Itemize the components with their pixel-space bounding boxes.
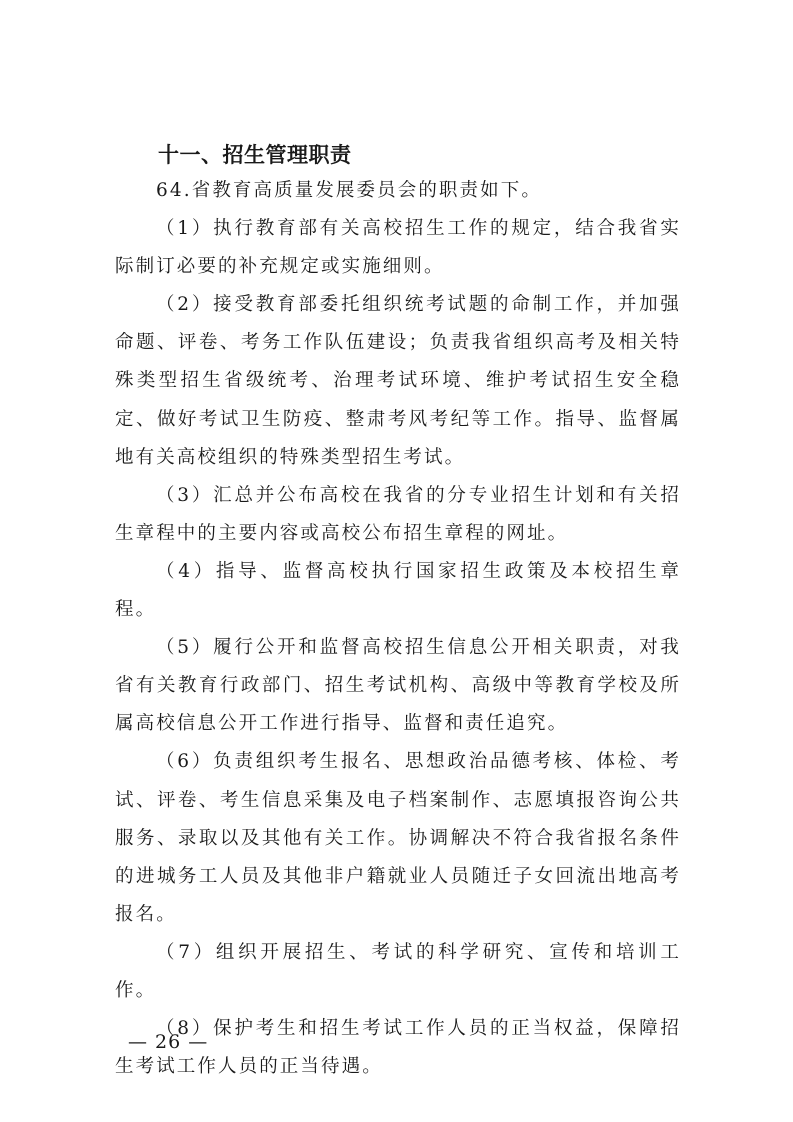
paragraph-item-6: （6）负责组织考生报名、思想政治品德考核、体检、考试、评卷、考生信息采集及电子档案制作、志愿填报咨询公共服务、录取以及其他有关工作。协调解决不符合我省报名条件的进城务工人员及其他非户籍就业人员随迁子女回流出地高考报名。 xyxy=(115,751,681,925)
paragraph-item-7: （7）组织开展招生、考试的科学研究、宣传和培训工作。 xyxy=(115,941,681,1001)
paragraph-item-5: （5）履行公开和监督高校招生信息公开相关职责，对我省有关教育行政部门、招生考试机构、高级中等教育学校及所属高校信息公开工作进行指导、监督和责任追究。 xyxy=(115,637,681,735)
page-number: — 26 — xyxy=(128,1031,209,1053)
body-text xyxy=(115,172,681,1086)
paragraph-item-1: （1）执行教育部有关高校招生工作的规定，结合我省实际制订必要的补充规定或实施细则。 xyxy=(115,218,681,278)
paragraph-item-4: （4）指导、监督高校执行国家招生政策及本校招生章程。 xyxy=(115,560,681,621)
paragraph-item-8: （8）保护考生和招生考试工作人员的正当权益，保障招生考试工作人员的正当待遇。 xyxy=(115,1018,681,1078)
section-title: 十一、招生管理职责 xyxy=(158,143,352,167)
paragraph-item-3: （3）汇总并公布高校在我省的分专业招生计划和有关招生章程中的主要内容或高校公布招生章程的网址。 xyxy=(115,484,681,544)
paragraph-item-2: （2）接受教育部委托组织统考试题的命制工作，并加强命题、评卷、考务工作队伍建设；负责我省组织高考及相关特殊类型招生省级统考、治理考试环境、维护考试招生安全稳定、做好考试卫生防疫、整肃考风考纪等工作。指导、监督属地有关高校组织的特殊类型招生考试。 xyxy=(115,294,681,468)
paragraph-intro: 64.省教育高质量发展委员会的职责如下。 xyxy=(156,180,542,201)
